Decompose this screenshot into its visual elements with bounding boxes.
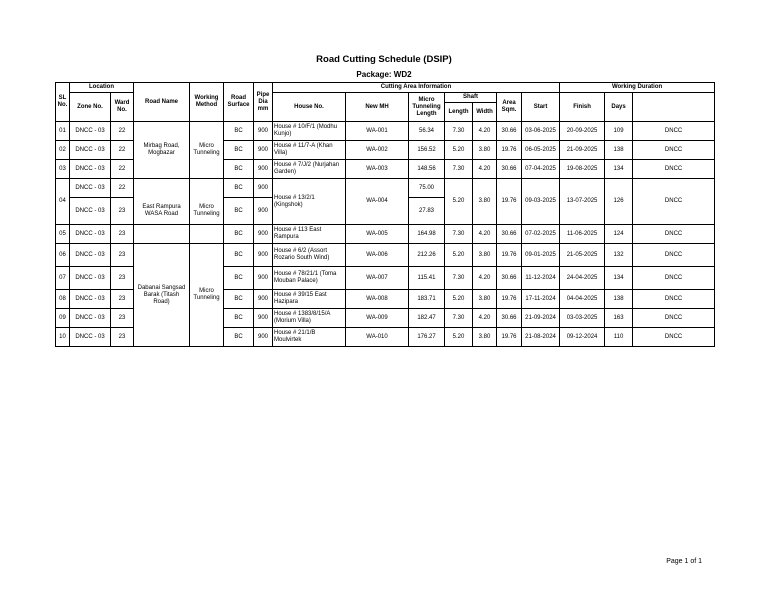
cell-area: 30.66 bbox=[497, 225, 522, 244]
cell-ward: 23 bbox=[111, 328, 134, 347]
cell-ward: 23 bbox=[111, 198, 134, 225]
cell-mh: WA-002 bbox=[346, 141, 409, 160]
cell-start: 07-02-2025 bbox=[522, 225, 560, 244]
cell-finish: 19-08-2025 bbox=[560, 160, 605, 179]
cell-house: House # 39/15 East Hazipara bbox=[273, 290, 346, 309]
cell-sl: 02 bbox=[56, 141, 70, 160]
cell-days: 138 bbox=[605, 290, 633, 309]
cell-start: 21-08-2024 bbox=[522, 328, 560, 347]
cell-finish: 03-03-2025 bbox=[560, 309, 605, 328]
header-shaft-width: Width bbox=[473, 103, 497, 122]
cell-days: 109 bbox=[605, 122, 633, 141]
cell-sl: 01 bbox=[56, 122, 70, 141]
header-ward-no: Ward No. bbox=[111, 93, 134, 122]
cell-days: 124 bbox=[605, 225, 633, 244]
cell-area: 30.66 bbox=[497, 267, 522, 290]
cell-sl: 10 bbox=[56, 328, 70, 347]
cell-road-name: East Rampura WASA Road bbox=[134, 198, 190, 225]
cell-road-name-blank bbox=[134, 225, 190, 244]
cell-start: 17-11-2024 bbox=[522, 290, 560, 309]
header-days: Days bbox=[605, 93, 633, 122]
cell-working-method-blank bbox=[190, 225, 224, 244]
cell-mtl: 182.47 bbox=[409, 309, 445, 328]
cell-width: 3.80 bbox=[473, 141, 497, 160]
cell-width: 3.80 bbox=[473, 328, 497, 347]
cell-remarks: DNCC bbox=[633, 179, 715, 225]
cell-zone: DNCC - 03 bbox=[70, 141, 111, 160]
header-finish: Finish bbox=[560, 93, 605, 122]
cell-zone: DNCC - 03 bbox=[70, 328, 111, 347]
cell-area: 19.76 bbox=[497, 179, 522, 225]
cell-area: 30.66 bbox=[497, 122, 522, 141]
header-house-no: House No. bbox=[273, 93, 346, 122]
cell-working-method-blank bbox=[190, 179, 224, 198]
header-new-mh: New MH bbox=[346, 93, 409, 122]
cell-zone: DNCC - 03 bbox=[70, 160, 111, 179]
cell-working-method: Micro Tunneling bbox=[190, 122, 224, 179]
cell-ward: 22 bbox=[111, 141, 134, 160]
cell-ward: 23 bbox=[111, 290, 134, 309]
cell-width: 4.20 bbox=[473, 122, 497, 141]
cell-finish: 20-09-2025 bbox=[560, 122, 605, 141]
cell-days: 134 bbox=[605, 160, 633, 179]
cell-days: 138 bbox=[605, 141, 633, 160]
cell-remarks: DNCC bbox=[633, 328, 715, 347]
cell-surface: BC bbox=[224, 141, 254, 160]
header-micro-tunneling-length: Micro Tunneling Length bbox=[409, 93, 445, 122]
cell-dia: 900 bbox=[254, 179, 273, 198]
cell-length: 5.20 bbox=[445, 290, 473, 309]
cell-width: 4.20 bbox=[473, 160, 497, 179]
header-pipe-dia: Pipe Dia mm bbox=[254, 83, 273, 122]
cell-dia: 900 bbox=[254, 309, 273, 328]
cell-zone: DNCC - 03 bbox=[70, 225, 111, 244]
cell-mtl: 164.98 bbox=[409, 225, 445, 244]
cell-dia: 900 bbox=[254, 122, 273, 141]
cell-finish: 21-09-2025 bbox=[560, 141, 605, 160]
cell-mh: WA-004 bbox=[346, 179, 409, 225]
table-row bbox=[56, 244, 715, 267]
cell-surface: BC bbox=[224, 328, 254, 347]
cell-sl: 04 bbox=[56, 179, 70, 225]
cell-finish: 24-04-2025 bbox=[560, 267, 605, 290]
cell-dia: 900 bbox=[254, 198, 273, 225]
cell-finish: 09-12-2024 bbox=[560, 328, 605, 347]
header-working-method: Working Method bbox=[190, 83, 224, 122]
cell-mtl: 56.34 bbox=[409, 122, 445, 141]
cell-dia: 900 bbox=[254, 225, 273, 244]
cell-surface: BC bbox=[224, 160, 254, 179]
cell-house: House # 1383/8/15/A (Morium Villa) bbox=[273, 309, 346, 328]
cell-days: 126 bbox=[605, 179, 633, 225]
cell-sl: 08 bbox=[56, 290, 70, 309]
cell-dia: 900 bbox=[254, 328, 273, 347]
cell-surface: BC bbox=[224, 198, 254, 225]
cell-surface: BC bbox=[224, 179, 254, 198]
cell-dia: 900 bbox=[254, 267, 273, 290]
cell-finish: 21-05-2025 bbox=[560, 244, 605, 267]
cell-mtl: 115.41 bbox=[409, 267, 445, 290]
cell-house: House # 13/2/1 (Kingshok) bbox=[273, 179, 346, 225]
cell-zone: DNCC - 03 bbox=[70, 267, 111, 290]
cell-length: 5.20 bbox=[445, 328, 473, 347]
cell-dia: 900 bbox=[254, 141, 273, 160]
cell-ward: 23 bbox=[111, 225, 134, 244]
cell-area: 19.76 bbox=[497, 290, 522, 309]
cell-length: 5.20 bbox=[445, 141, 473, 160]
header-road-surface: Road Surface bbox=[224, 83, 254, 122]
cell-days: 163 bbox=[605, 309, 633, 328]
cell-dia: 900 bbox=[254, 290, 273, 309]
cell-mh: WA-008 bbox=[346, 290, 409, 309]
cell-mtl: 148.56 bbox=[409, 160, 445, 179]
cell-ward: 22 bbox=[111, 179, 134, 198]
cell-zone: DNCC - 03 bbox=[70, 244, 111, 267]
cell-finish: 04-04-2025 bbox=[560, 290, 605, 309]
cell-remarks: DNCC bbox=[633, 225, 715, 244]
cell-road-name: Dabanai Sangsad Barak (Titash Road) bbox=[134, 244, 190, 347]
cell-mtl: 176.27 bbox=[409, 328, 445, 347]
cell-length: 7.30 bbox=[445, 225, 473, 244]
table-row bbox=[56, 122, 715, 141]
cell-width: 3.80 bbox=[473, 179, 497, 225]
cell-ward: 22 bbox=[111, 160, 134, 179]
cell-length: 7.30 bbox=[445, 309, 473, 328]
table-row bbox=[56, 179, 715, 198]
cell-start: 09-01-2025 bbox=[522, 244, 560, 267]
cell-mh: WA-006 bbox=[346, 244, 409, 267]
cell-area: 19.76 bbox=[497, 244, 522, 267]
cell-sl: 06 bbox=[56, 244, 70, 267]
cell-remarks: DNCC bbox=[633, 309, 715, 328]
cell-width: 4.20 bbox=[473, 225, 497, 244]
cell-mh: WA-009 bbox=[346, 309, 409, 328]
cell-remarks: DNCC bbox=[633, 141, 715, 160]
cell-area: 30.66 bbox=[497, 309, 522, 328]
cell-house: House # 78/21/1 (Toma Mouban Palace) bbox=[273, 267, 346, 290]
cell-mh: WA-010 bbox=[346, 328, 409, 347]
cell-house: House # 6/2 (Assort Rozario South Wind) bbox=[273, 244, 346, 267]
cell-area: 19.76 bbox=[497, 141, 522, 160]
header-area: Area Sqm. bbox=[497, 93, 522, 122]
cell-house: House # 21/1/B Moulvirtek bbox=[273, 328, 346, 347]
header-cutting-area: Cutting Area Information bbox=[273, 83, 560, 93]
cell-days: 134 bbox=[605, 267, 633, 290]
cell-mtl: 27.83 bbox=[409, 198, 445, 225]
cell-width: 4.20 bbox=[473, 309, 497, 328]
cell-surface: BC bbox=[224, 267, 254, 290]
cell-remarks: DNCC bbox=[633, 267, 715, 290]
cell-zone: DNCC - 03 bbox=[70, 122, 111, 141]
header-road-name: Road Name bbox=[134, 83, 190, 122]
cell-sl: 09 bbox=[56, 309, 70, 328]
cell-mtl: 75.00 bbox=[409, 179, 445, 198]
cell-zone: DNCC - 03 bbox=[70, 290, 111, 309]
cell-length: 5.20 bbox=[445, 179, 473, 225]
cell-surface: BC bbox=[224, 244, 254, 267]
cell-ward: 22 bbox=[111, 122, 134, 141]
header-start: Start bbox=[522, 93, 560, 122]
cell-dia: 900 bbox=[254, 244, 273, 267]
header-zone-no: Zone No. bbox=[70, 93, 111, 122]
cell-start: 11-12-2024 bbox=[522, 267, 560, 290]
cell-finish: 11-06-2025 bbox=[560, 225, 605, 244]
cell-width: 3.80 bbox=[473, 244, 497, 267]
cell-surface: BC bbox=[224, 122, 254, 141]
cell-days: 132 bbox=[605, 244, 633, 267]
cell-working-method: Micro Tunneling bbox=[190, 198, 224, 225]
cell-start: 03-06-2025 bbox=[522, 122, 560, 141]
cell-sl: 05 bbox=[56, 225, 70, 244]
cell-mh: WA-005 bbox=[346, 225, 409, 244]
cell-house: House # 113 East Rampura bbox=[273, 225, 346, 244]
cell-area: 30.66 bbox=[497, 160, 522, 179]
cell-sl: 03 bbox=[56, 160, 70, 179]
cell-length: 7.30 bbox=[445, 267, 473, 290]
cell-finish: 13-07-2025 bbox=[560, 179, 605, 225]
cell-dia: 900 bbox=[254, 160, 273, 179]
cell-zone: DNCC - 03 bbox=[70, 179, 111, 198]
cell-mtl: 156.52 bbox=[409, 141, 445, 160]
cell-width: 3.80 bbox=[473, 290, 497, 309]
cell-surface: BC bbox=[224, 225, 254, 244]
table-row bbox=[56, 225, 715, 244]
cell-remarks: DNCC bbox=[633, 290, 715, 309]
cell-surface: BC bbox=[224, 290, 254, 309]
cell-length: 7.30 bbox=[445, 122, 473, 141]
cell-house: House # 7/J/2 (Nurjahan Garden) bbox=[273, 160, 346, 179]
cell-road-name: Mirbag Road, Mogbazar bbox=[134, 122, 190, 179]
cell-zone: DNCC - 03 bbox=[70, 309, 111, 328]
cell-road-name-blank bbox=[134, 179, 190, 198]
cell-remarks: DNCC bbox=[633, 122, 715, 141]
header-working-duration: Working Duration bbox=[560, 83, 715, 93]
page-number: Page 1 of 1 bbox=[666, 558, 702, 565]
header-sl: SL No. bbox=[56, 83, 70, 122]
header-shaft: Shaft bbox=[445, 93, 497, 103]
cell-mtl: 212.26 bbox=[409, 244, 445, 267]
cell-mh: WA-001 bbox=[346, 122, 409, 141]
header-shaft-length: Length bbox=[445, 103, 473, 122]
cell-working-method: Micro Tunneling bbox=[190, 244, 224, 347]
schedule-table bbox=[55, 82, 715, 347]
cell-start: 07-04-2025 bbox=[522, 160, 560, 179]
cell-sl: 07 bbox=[56, 267, 70, 290]
cell-surface: BC bbox=[224, 309, 254, 328]
cell-remarks: DNCC bbox=[633, 160, 715, 179]
cell-mtl: 183.71 bbox=[409, 290, 445, 309]
cell-days: 110 bbox=[605, 328, 633, 347]
cell-length: 5.20 bbox=[445, 244, 473, 267]
header-location: Location bbox=[70, 83, 134, 93]
document-subtitle: Package: WD2 bbox=[356, 70, 412, 79]
cell-house: House # 10/F/1 (Modhu Kunjo) bbox=[273, 122, 346, 141]
cell-length: 7.30 bbox=[445, 160, 473, 179]
cell-mh: WA-007 bbox=[346, 267, 409, 290]
cell-ward: 23 bbox=[111, 267, 134, 290]
cell-start: 06-05-2025 bbox=[522, 141, 560, 160]
cell-start: 21-09-2024 bbox=[522, 309, 560, 328]
cell-mh: WA-003 bbox=[346, 160, 409, 179]
cell-remarks: DNCC bbox=[633, 244, 715, 267]
cell-ward: 23 bbox=[111, 244, 134, 267]
document-title: Road Cutting Schedule (DSIP) bbox=[316, 54, 452, 65]
cell-zone: DNCC - 03 bbox=[70, 198, 111, 225]
cell-area: 19.76 bbox=[497, 328, 522, 347]
cell-start: 09-03-2025 bbox=[522, 179, 560, 225]
cell-ward: 23 bbox=[111, 309, 134, 328]
cell-width: 4.20 bbox=[473, 267, 497, 290]
cell-house: House # 11/7-A (Khan Villa) bbox=[273, 141, 346, 160]
